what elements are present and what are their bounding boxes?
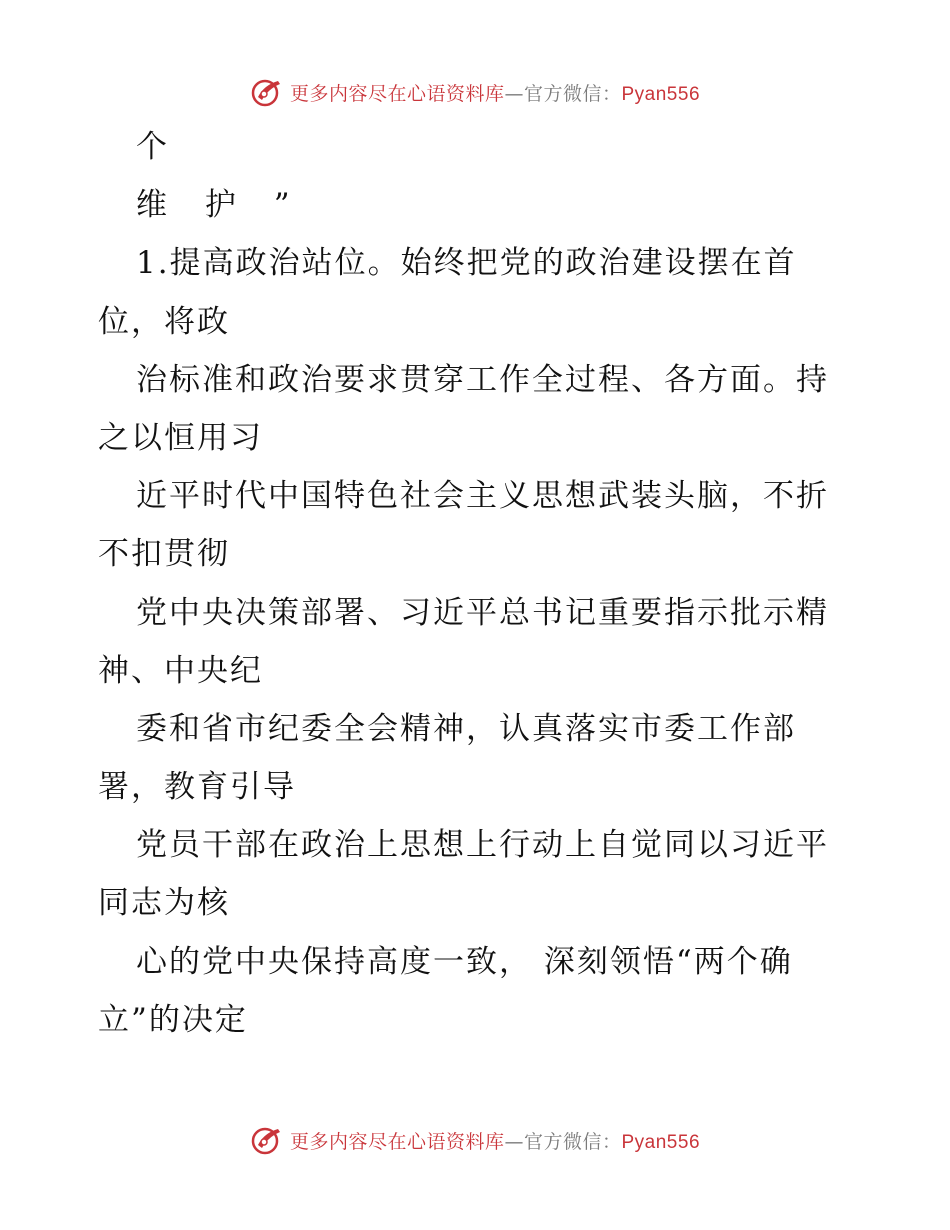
text-line: 立”的决定 — [98, 1001, 248, 1038]
text-line: 之以恒用习 — [98, 419, 263, 456]
footer-banner — [0, 1118, 950, 1162]
header-banner — [0, 70, 950, 114]
pen-swirl-logo-icon — [250, 75, 284, 109]
text-line: 近平时代中国特色社会主义思想武装头脑，不折 — [136, 478, 829, 515]
text-line: 心的党中央保持高度一致， 深刻领悟“两个确 — [136, 943, 793, 980]
banner-official-label: 官方微信： — [523, 1130, 622, 1153]
banner-text — [290, 79, 700, 106]
banner-dash: — — [504, 82, 524, 105]
banner-text — [290, 1127, 700, 1154]
document-body — [98, 118, 858, 1049]
banner-main-text: 更多内容尽在心语资料库 — [289, 1130, 505, 1153]
text-line: 党员干部在政治上思想上行动上自觉同以习近平 — [136, 827, 829, 864]
text-line: 委和省市纪委全会精神，认真落实市委工作部 — [136, 710, 796, 747]
text-line: 同志为核 — [98, 885, 230, 922]
text-line: 维 护 ” — [136, 187, 304, 224]
text-line: 位，将政 — [98, 303, 230, 340]
text-line: 1.提高政治站位。始终把党的政治建设摆在首 — [136, 245, 797, 282]
text-line: 个 — [136, 129, 169, 165]
text-line: 党中央决策部署、习近平总书记重要指示批示精 — [136, 594, 829, 631]
pen-swirl-logo-icon — [250, 1123, 284, 1157]
banner-dash: — — [504, 1130, 524, 1153]
text-line: 不扣贯彻 — [98, 536, 230, 573]
text-line: 神、中央纪 — [98, 652, 263, 689]
text-line: 署，教育引导 — [98, 769, 296, 806]
text-line: 治标准和政治要求贯穿工作全过程、各方面。持 — [136, 361, 829, 398]
banner-main-text: 更多内容尽在心语资料库 — [289, 82, 505, 105]
banner-wechat-id: Pyan556 — [621, 83, 701, 105]
banner-official-label: 官方微信： — [523, 82, 622, 105]
banner-wechat-id: Pyan556 — [621, 1131, 701, 1153]
